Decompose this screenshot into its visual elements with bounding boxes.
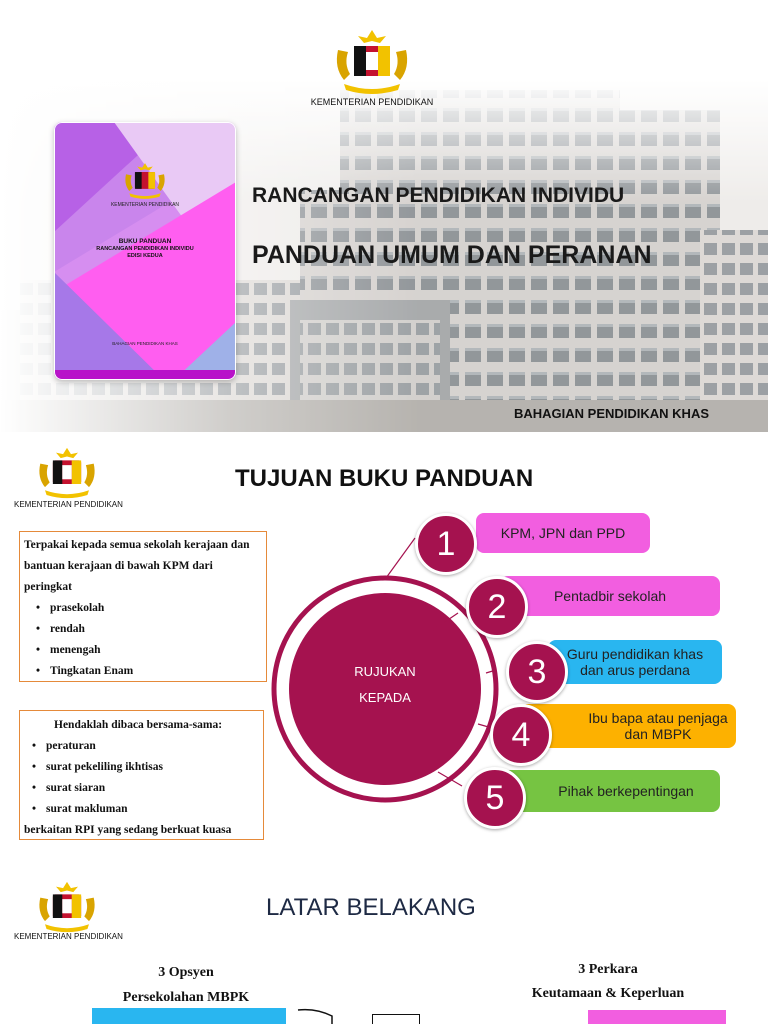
slide-title: TUJUAN BUKU PANDUAN bbox=[235, 465, 534, 492]
coat-of-arms-logo bbox=[34, 880, 100, 934]
left-caption-line1: 3 Opsyen bbox=[158, 965, 214, 980]
book-title: BUKU PANDUAN bbox=[118, 238, 172, 245]
box-bullet-item: • surat siaran bbox=[24, 778, 259, 799]
cover-title: RANCANGAN PENDIDIKAN INDIVIDU bbox=[252, 184, 625, 207]
handbook-cover-image bbox=[54, 122, 236, 380]
left-caption-line2: Persekolahan MBPK bbox=[122, 990, 250, 1005]
hub-circle bbox=[289, 593, 481, 785]
ministry-label: KEMENTERIAN PENDIDIKAN bbox=[310, 97, 434, 107]
box-bullet-item: • menengah bbox=[24, 640, 262, 661]
reference-item-text: Pentadbir sekolah bbox=[553, 588, 667, 604]
bullet-icon: • bbox=[32, 803, 37, 815]
bullet-icon: • bbox=[36, 623, 41, 635]
right-caption-line1: 3 Perkara bbox=[578, 962, 638, 977]
ministry-label: KEMENTERIAN PENDIDIKAN bbox=[14, 500, 123, 509]
box-bullet-item: • surat makluman bbox=[24, 799, 259, 820]
reference-item-4 bbox=[520, 704, 736, 748]
book-footer: BAHAGIAN PENDIDIKAN KHAS bbox=[112, 341, 178, 346]
reference-item-2 bbox=[500, 576, 720, 616]
reference-number-4: 4 bbox=[490, 704, 552, 766]
reference-item-text: KPM, JPN dan PPD bbox=[500, 525, 626, 541]
bracket-connector bbox=[296, 1006, 336, 1024]
connector-box bbox=[372, 1014, 420, 1024]
department-label: BAHAGIAN PENDIDIKAN KHAS bbox=[514, 406, 710, 421]
book-edition: EDISI KEDUA bbox=[127, 253, 163, 259]
box-bullet-item: • rendah bbox=[24, 619, 262, 640]
hub-label-line1: RUJUKAN bbox=[354, 664, 416, 679]
bullet-icon: • bbox=[36, 644, 41, 656]
purpose-slide bbox=[0, 438, 768, 850]
slide-title: LATAR BELAKANG bbox=[266, 894, 476, 921]
bullet-icon: • bbox=[36, 665, 41, 677]
box-bullet-item: • peraturan bbox=[24, 736, 259, 757]
bullet-icon: • bbox=[36, 602, 41, 614]
bullet-icon: • bbox=[32, 782, 37, 794]
box-text-line: bantuan kerajaan di bawah KPM dari bbox=[24, 560, 213, 572]
box-text-line: Terpakai kepada semua sekolah kerajaan dan bbox=[24, 539, 250, 551]
box-footer: berkaitan RPI yang sedang berkuat kuasa bbox=[24, 824, 232, 836]
hub-label-line2: KEPADA bbox=[359, 690, 411, 705]
book-ministry-label: KEMENTERIAN PENDIDIKAN bbox=[110, 202, 180, 208]
reference-number-5: 5 bbox=[464, 767, 526, 829]
background-slide bbox=[0, 862, 768, 1024]
right-caption-line2: Keutamaan & Keperluan bbox=[531, 986, 685, 1001]
ministry-label: KEMENTERIAN PENDIDIKAN bbox=[14, 932, 123, 941]
reference-item-text: Pihak berkepentingan bbox=[558, 783, 694, 799]
cover-slide bbox=[0, 0, 768, 432]
bullet-icon: • bbox=[32, 761, 37, 773]
box-bullet-item: • prasekolah bbox=[24, 598, 262, 619]
reference-item-1 bbox=[476, 513, 650, 553]
coat-of-arms-logo bbox=[330, 28, 414, 96]
reference-number-1: 1 bbox=[415, 513, 477, 575]
bullet-icon: • bbox=[32, 740, 37, 752]
reference-number-3: 3 bbox=[506, 641, 568, 703]
connector-line bbox=[386, 538, 415, 578]
box-bullet-item: • Tingkatan Enam bbox=[24, 661, 262, 682]
box-heading: Hendaklah dibaca bersama-sama: bbox=[54, 719, 223, 731]
reference-item-text: Ibu bapa atau penjaga dan MBPK bbox=[588, 710, 728, 742]
reference-item-3 bbox=[548, 640, 722, 684]
reference-item-text: Guru pendidikan khas dan arus perdana bbox=[566, 646, 704, 678]
school-option-box bbox=[92, 1008, 286, 1024]
priority-box bbox=[588, 1010, 726, 1024]
box-bullet-item: • surat pekeliling ikhtisas bbox=[24, 757, 259, 778]
cover-subtitle: PANDUAN UMUM DAN PERANAN bbox=[252, 241, 652, 269]
book-coat-of-arms-icon bbox=[121, 162, 169, 200]
reference-item-5 bbox=[492, 770, 720, 812]
reference-number-2: 2 bbox=[466, 576, 528, 638]
box-text-line: peringkat bbox=[24, 581, 72, 593]
book-subtitle: RANCANGAN PENDIDIKAN INDIVIDU bbox=[96, 246, 194, 252]
